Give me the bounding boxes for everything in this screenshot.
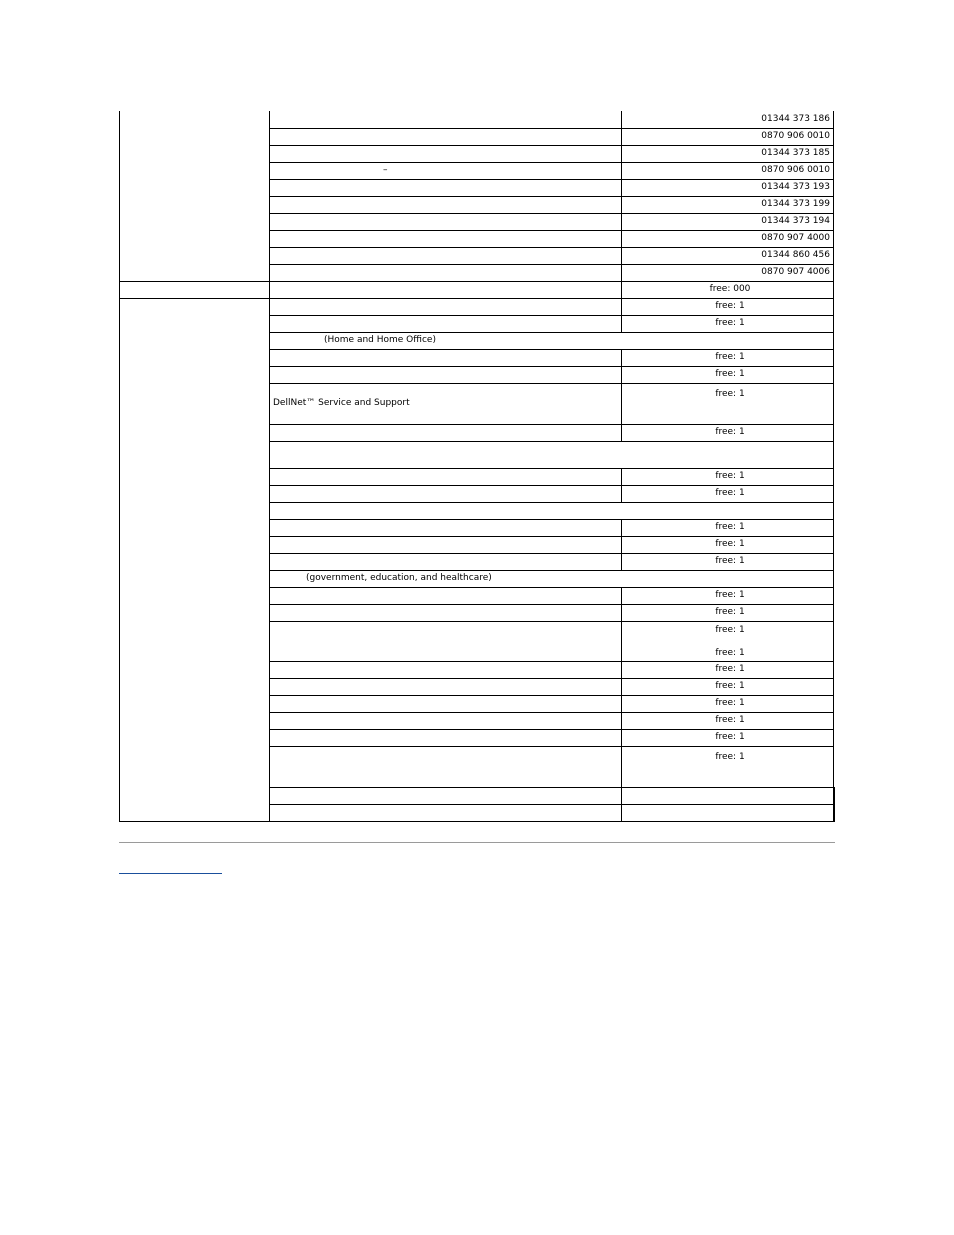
phone-number: free: 1 (622, 366, 834, 383)
phone-number: 01344 373 193 (622, 179, 834, 196)
phone-number (834, 787, 835, 804)
service-cell (270, 587, 622, 604)
service-cell (270, 264, 622, 281)
service-cell (270, 485, 622, 502)
phone-number: 0870 907 4000 (622, 230, 834, 247)
service-cell (270, 424, 622, 441)
phone-number: 01344 373 199 (622, 196, 834, 213)
phone-number: 0870 906 0010 (622, 162, 834, 179)
service-cell (270, 621, 622, 661)
service-cell (270, 553, 622, 570)
phone-number: free: 1 (622, 695, 834, 712)
contact-table (119, 111, 835, 822)
phone-number: 01344 860 456 (622, 247, 834, 264)
service-cell (270, 678, 622, 695)
service-cell (270, 128, 622, 145)
category-header (270, 441, 834, 468)
country-cell (120, 111, 270, 281)
country-cell (120, 281, 270, 298)
service-cell (270, 298, 622, 315)
phone-number: free: 000 (622, 281, 834, 298)
service-cell (270, 213, 622, 230)
service-cell (270, 604, 622, 621)
service-cell (270, 729, 622, 746)
phone-number: free: 1 (622, 468, 834, 485)
phone-number: free: 1 (622, 746, 834, 787)
phone-number: free: 1 (622, 383, 834, 424)
phone-number: free: 1 (622, 519, 834, 536)
service-cell (270, 179, 622, 196)
service-cell (270, 519, 622, 536)
phone-number: free: 1 (622, 661, 834, 678)
phone-number: free: 1 (622, 712, 834, 729)
service-cell (270, 661, 622, 678)
phone-number: free: 1 (622, 315, 834, 332)
phone-number: free: 1 (622, 678, 834, 695)
service-cell (270, 230, 622, 247)
phone-number: free: 1 (622, 536, 834, 553)
service-cell: – (270, 162, 622, 179)
phone-number: 01344 373 185 (622, 145, 834, 162)
service-cell (270, 145, 622, 162)
service-cell (270, 196, 622, 213)
country-cell (270, 787, 622, 804)
phone-number: free: 1 (622, 298, 834, 315)
phone-number: free: 1 (622, 587, 834, 604)
phone-number: free: 1 (622, 604, 834, 621)
table-row (120, 111, 835, 128)
service-cell (270, 315, 622, 332)
phone-number: 01344 373 194 (622, 213, 834, 230)
service-cell (622, 787, 834, 804)
phone-number: 0870 906 0010 (622, 128, 834, 145)
service-cell (270, 111, 622, 128)
phone-number: free: 1 (715, 647, 745, 658)
phone-number: free: 1 (622, 729, 834, 746)
phone-number: 01344 373 186 (622, 111, 834, 128)
category-header: (Home and Home Office) (270, 332, 834, 349)
table-row (120, 281, 835, 298)
service-cell (270, 746, 622, 787)
service-cell (270, 281, 622, 298)
service-cell (270, 536, 622, 553)
service-cell (622, 804, 834, 821)
phone-number-pair (622, 621, 834, 661)
category-header (270, 502, 834, 519)
country-cell (120, 298, 270, 821)
phone-number: 0870 907 4006 (622, 264, 834, 281)
phone-number: free: 1 (715, 624, 745, 635)
service-cell (270, 247, 622, 264)
phone-number: free: 1 (622, 485, 834, 502)
service-cell (270, 349, 622, 366)
table-row (120, 298, 835, 315)
phone-number (834, 804, 835, 821)
service-cell (270, 695, 622, 712)
service-cell (270, 366, 622, 383)
category-header: (government, education, and healthcare) (270, 570, 834, 587)
phone-number: free: 1 (622, 424, 834, 441)
back-to-top-link[interactable] (119, 863, 222, 874)
phone-number: free: 1 (622, 349, 834, 366)
section-divider (119, 842, 835, 843)
phone-number: free: 1 (622, 553, 834, 570)
service-cell (270, 468, 622, 485)
service-cell (270, 712, 622, 729)
service-cell: DellNet™ Service and Support (270, 383, 622, 424)
country-cell (270, 804, 622, 821)
